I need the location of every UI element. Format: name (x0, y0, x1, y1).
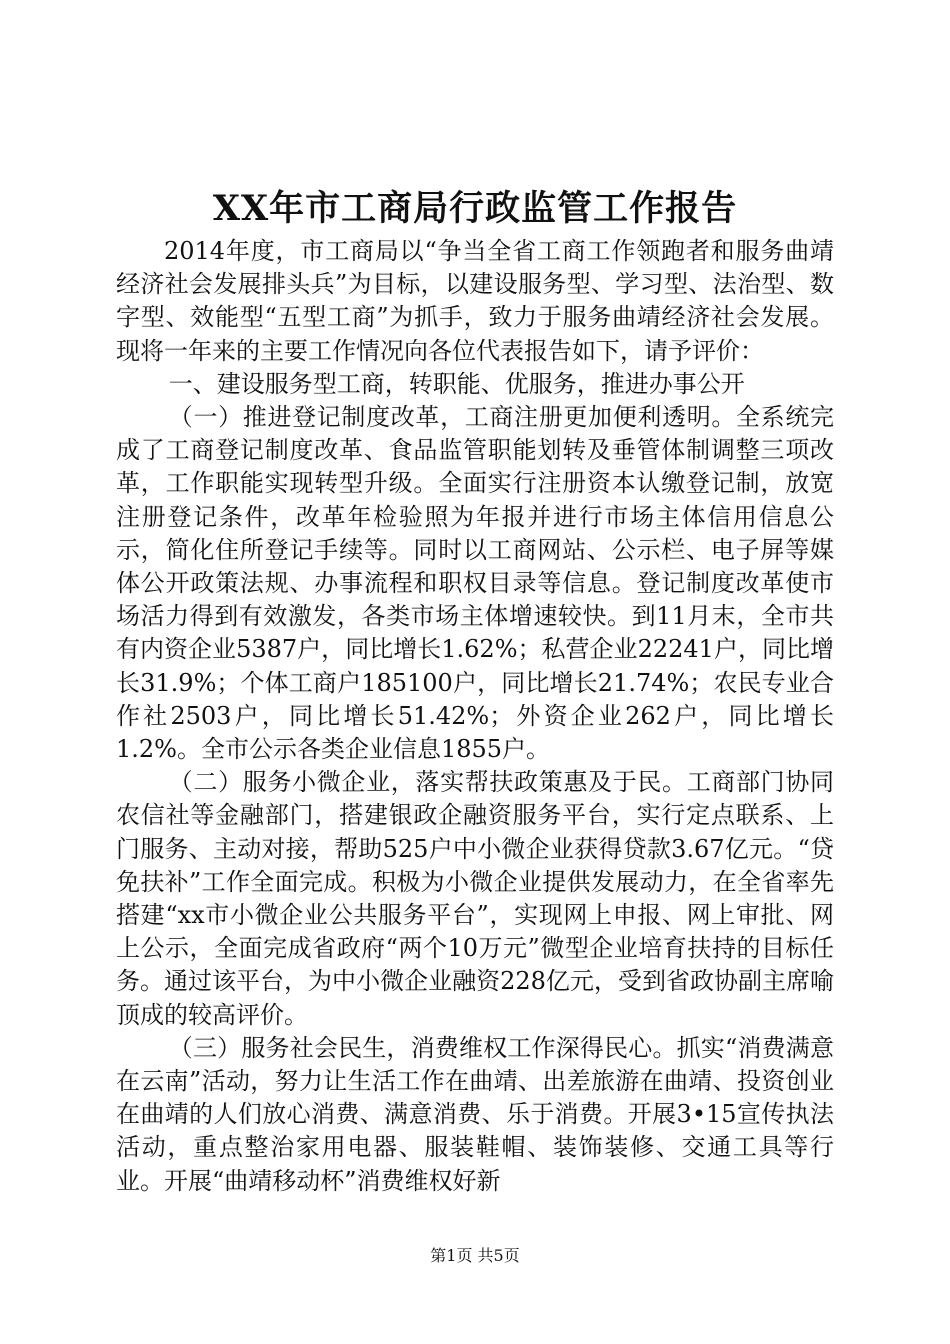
intro-paragraph: 2014年度，市工商局以“争当全省工商工作领跑者和服务曲靖经济社会发展排头兵”为目标，以建设服务型、学习型、法治型、数字型、效能型“五型工商”为抓手，致力于服务曲靖经济社会发展。现将一年来的主要工作情况向各位代表报告如下，请予评价： (116, 237, 834, 365)
body-paragraph: （三）服务社会民生，消费维权工作深得民心。抓实“消费满意在云南”活动，努力让生活工作在曲靖、出差旅游在曲靖、投资创业在曲靖的人们放心消费、满意消费、乐于消费。开展3•15宣传执法活动，重点整治家用电器、服装鞋帽、装饰装修、交通工具等行业。开展“曲靖移动杯”消费维权好新 (116, 1033, 834, 1195)
body-paragraph: （二）服务小微企业，落实帮扶政策惠及于民。工商部门协同农信社等金融部门，搭建银政企融资服务平台，实行定点联系、上门服务、主动对接，帮助525户中小微企业获得贷款3.67亿元。“贷免扶补”工作全面完成。积极为小微企业提供发展动力，在全省率先搭建“xx市小微企业公共服务平台”，实现网上申报、网上审批、网上公示，全面完成省政府“两个10万元”微型企业培育扶持的目标任务。通过该平台，为中小微企业融资228亿元，受到省政协副主席喻顶成的较高评价。 (116, 768, 834, 1029)
document-body (116, 235, 834, 1198)
body-paragraph: （一）推进登记制度改革，工商注册更加便利透明。全系统完成了工商登记制度改革、食品监管职能划转及垂管体制调整三项改革，工作职能实现转型升级。全面实行注册资本认缴登记制，放宽注册登记条件，改革年检验照为年报并进行市场主体信用信息公示，简化住所登记手续等。同时以工商网站、公示栏、电子屏等媒体公开政策法规、办事流程和职权目录等信息。登记制度改革使市场活力得到有效激发，各类市场主体增速较快。到11月末，全市共有内资企业5387户，同比增长1.62%；私营企业22241户，同比增长31.9%；个体工商户185100户，同比增长21.74%；农民专业合作社2503户，同比增长51.42%；外资企业262户，同比增长1.2%。全市公示各类企业信息1855户。 (116, 403, 834, 764)
section-heading: 一、建设服务型工商，转职能、优服务，推进办事公开 (168, 369, 745, 398)
document-title: XX年市工商局行政监管工作报告 (212, 188, 738, 229)
page-number-footer: 第1页 共5页 (430, 1246, 520, 1265)
